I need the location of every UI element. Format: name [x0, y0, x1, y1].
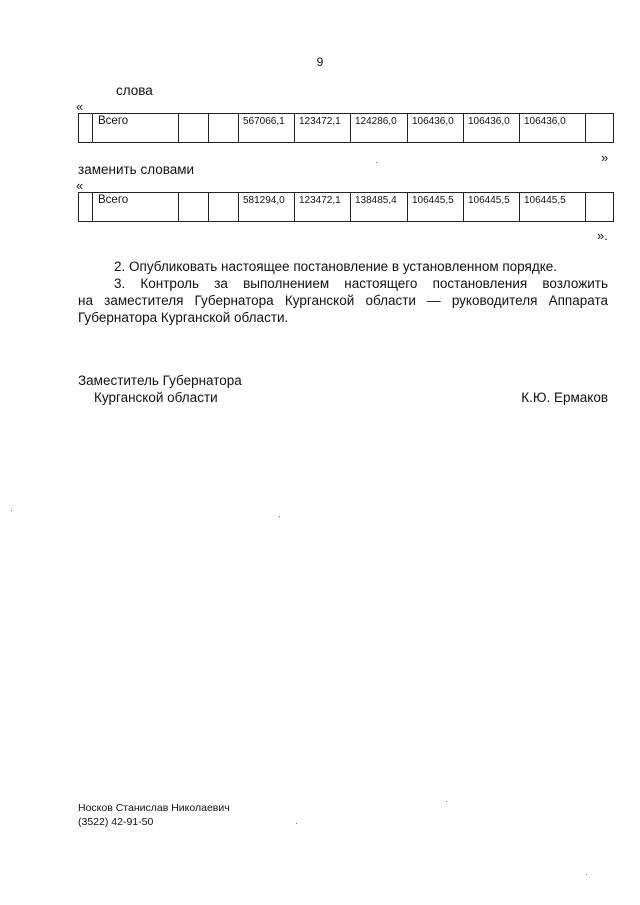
table-cell-value: 581294,0: [239, 193, 295, 222]
close-quote-old: »: [601, 150, 609, 165]
table-cell-value: 106436,0: [464, 114, 520, 143]
table-cell-label: Всего: [93, 114, 179, 143]
table-cell-empty: [79, 193, 93, 222]
scan-speck: [446, 801, 447, 802]
table-row: [79, 114, 614, 143]
open-quote-new: «: [76, 178, 84, 193]
table-new: [78, 192, 614, 222]
signature-name: К.Ю. Ермаков: [521, 390, 608, 405]
table-old: [78, 113, 614, 143]
paragraph-item-2: 2. Опубликовать настоящее постановление в установленном порядке.: [114, 259, 558, 274]
scan-speck: [586, 874, 587, 875]
table-cell-empty: [209, 114, 239, 143]
footer-phone: (3522) 42-91-50: [78, 816, 154, 828]
table-cell-value: 124286,0: [351, 114, 408, 143]
table-cell-value: 123472,1: [295, 114, 351, 143]
open-quote-old: «: [76, 99, 84, 114]
paragraph-item-3-line-1: 3. Контроль за выполнением настоящего постановления возложить: [114, 276, 608, 291]
scan-speck: [376, 162, 377, 163]
table-cell-empty: [586, 193, 614, 222]
table-cell-empty: [179, 114, 209, 143]
table-cell-label: Всего: [93, 193, 179, 222]
signature-title-line-2: Курганской области: [94, 390, 218, 405]
scan-speck: [296, 823, 297, 824]
words-label: слова: [116, 83, 153, 98]
table-cell-value: 106445,5: [464, 193, 520, 222]
page-number: 9: [316, 55, 324, 69]
table-cell-empty: [586, 114, 614, 143]
table-cell-empty: [79, 114, 93, 143]
table-cell-value: 106436,0: [520, 114, 586, 143]
table-cell-value: 138485,4: [351, 193, 408, 222]
replace-label: заменить словами: [78, 162, 195, 177]
table-cell-value: 106445,5: [408, 193, 464, 222]
close-quote-new: ».: [597, 228, 608, 243]
paragraph-item-3-line-2: на заместителя Губернатора Курганской области — руководителя Аппарата: [78, 293, 608, 308]
table-cell-value: 106445,5: [520, 193, 586, 222]
table-cell-empty: [179, 193, 209, 222]
signature-title-line-1: Заместитель Губернатора: [78, 373, 242, 388]
table-cell-value: 567066,1: [239, 114, 295, 143]
scan-speck: [279, 516, 280, 517]
table-cell-value: 106436,0: [408, 114, 464, 143]
footer-executor: Носков Станислав Николаевич: [78, 802, 230, 814]
table-cell-value: 123472,1: [295, 193, 351, 222]
paragraph-item-3-line-3: Губернатора Курганской области.: [78, 310, 289, 325]
scan-speck: [11, 510, 12, 511]
table-cell-empty: [209, 193, 239, 222]
table-row: [79, 193, 614, 222]
